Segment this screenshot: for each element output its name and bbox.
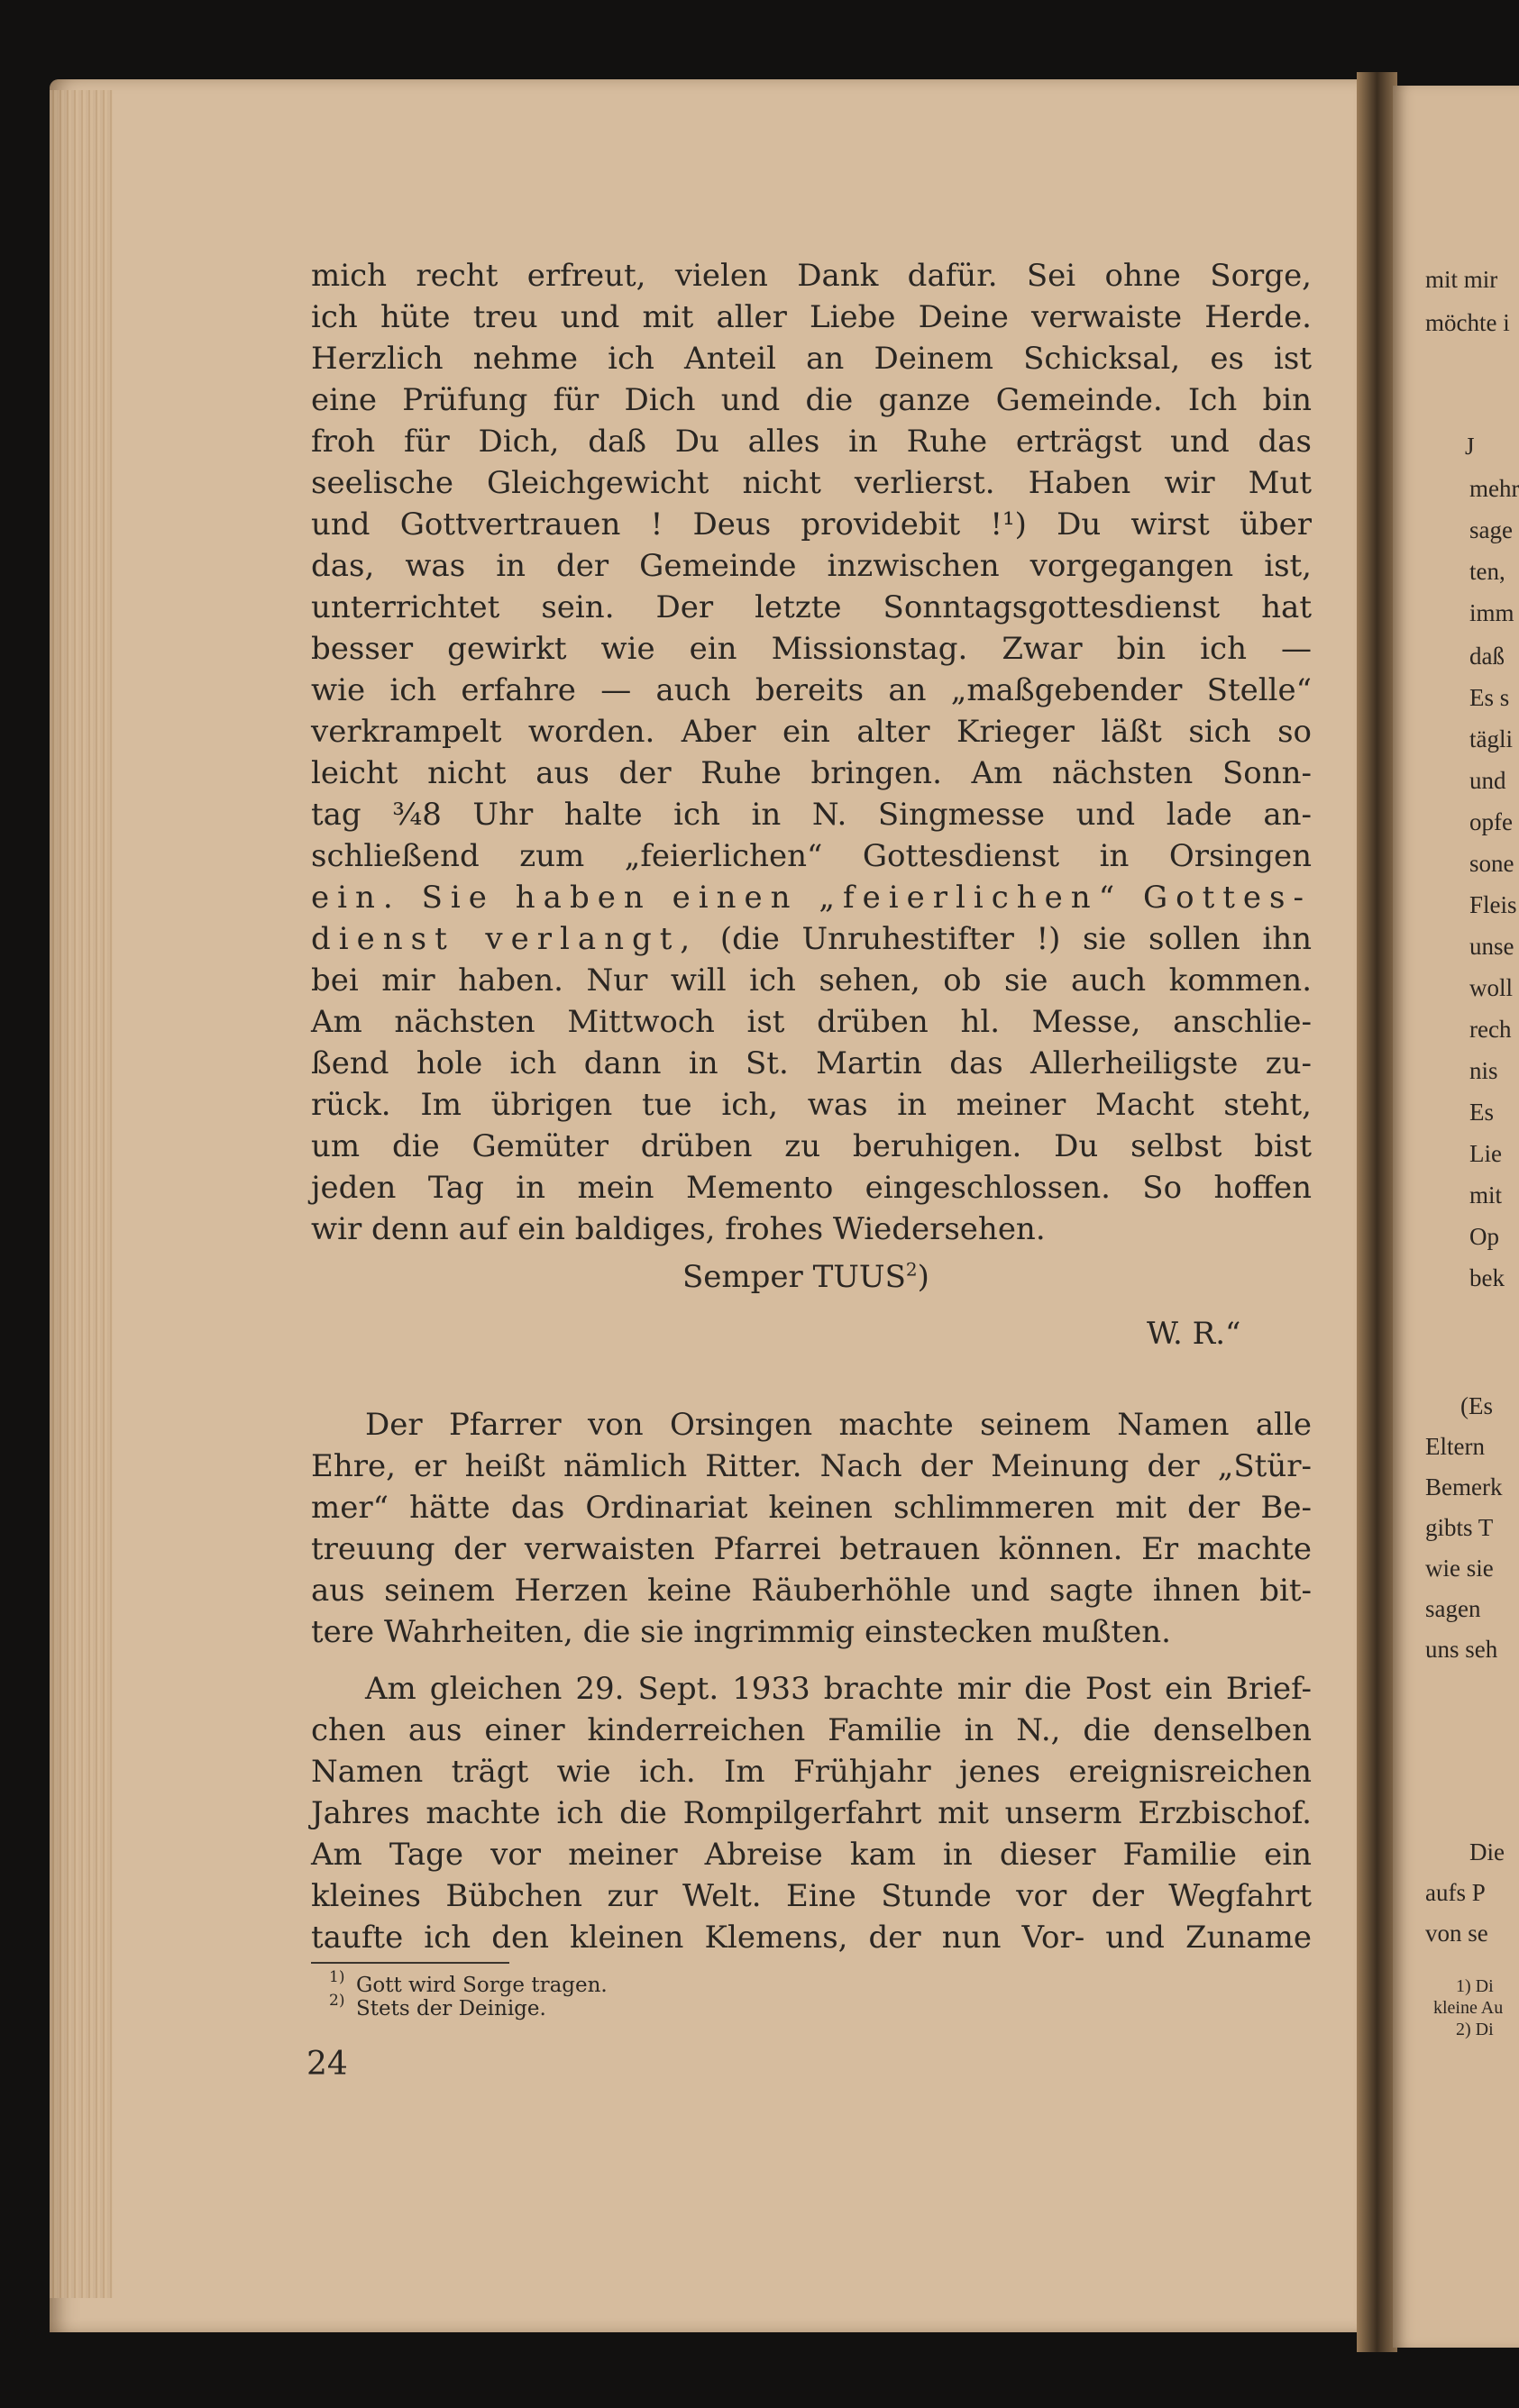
text-line: wie ich erfahre — auch bereits an „maßgebender Stelle“ <box>311 672 1312 708</box>
closing-text: Semper TUUS <box>682 1259 906 1295</box>
next-page-line: gibts T <box>1425 1514 1494 1541</box>
next-page-line: möchte i <box>1425 309 1510 336</box>
text-line: Am nächsten Mittwoch ist drüben hl. Messe, anschlie- <box>311 1004 1312 1040</box>
page-number: 24 <box>307 2046 348 2083</box>
text-line: taufte ich den kleinen Klemens, der nun Vor- und Zuname <box>311 1920 1312 1956</box>
paragraph-2 <box>311 1668 1312 1958</box>
next-page-line: tägli <box>1469 725 1513 752</box>
footnote-mark: 1) <box>329 1968 345 1986</box>
next-page-line: rech <box>1469 1016 1512 1043</box>
next-page-fragment <box>1393 86 1519 2348</box>
footnote-text: Gott wird Sorge tragen. <box>356 1974 608 1997</box>
next-page-line: imm <box>1469 599 1514 626</box>
text-line: mer“ hätte das Ordinariat keinen schlimmeren mit der Be- <box>311 1490 1312 1526</box>
next-page-line: uns seh <box>1425 1636 1498 1663</box>
next-page-line: sone <box>1469 850 1514 877</box>
next-page-line: Bemerk <box>1425 1473 1503 1500</box>
footnote-2 <box>329 1992 546 2020</box>
text-line: ßend hole ich dann in St. Martin das Allerheiligste zu- <box>311 1045 1312 1081</box>
text-line: um die Gemüter drüben zu beruhigen. Du selbst bist <box>311 1128 1312 1164</box>
next-page-line: und <box>1469 767 1506 794</box>
text-line: treuung der verwaisten Pfarrei betrauen können. Er machte <box>311 1531 1312 1567</box>
text-line: froh für Dich, daß Du alles in Ruhe erträgst und das <box>311 424 1312 460</box>
text-line: besser gewirkt wie ein Missionstag. Zwar bin ich — <box>311 631 1312 667</box>
next-page-line: mit mir <box>1425 266 1498 293</box>
next-page-line: bek <box>1469 1264 1505 1291</box>
next-page-line: Lie <box>1469 1140 1502 1167</box>
next-page-line: nis <box>1469 1057 1498 1084</box>
next-page-line: J <box>1465 433 1475 460</box>
text-line: leicht nicht aus der Ruhe bringen. Am nächsten Sonn- <box>311 755 1312 791</box>
text-line: kleines Bübchen zur Welt. Eine Stunde vor der Wegfahrt <box>311 1878 1312 1914</box>
text-line: chen aus einer kinderreichen Familie in N., die denselben <box>311 1712 1312 1748</box>
text-line: jeden Tag in mein Memento eingeschlossen. So hoffen <box>311 1170 1312 1206</box>
spaced-emphasis: dienst verlangt, <box>311 921 699 957</box>
text-line: seelische Gleichgewicht nicht verlierst. Haben wir Mut <box>311 465 1312 501</box>
next-page-line: ten, <box>1469 558 1505 585</box>
next-page-line: Die <box>1469 1838 1505 1865</box>
next-page-line: wie sie <box>1425 1555 1494 1582</box>
text-line: wir denn auf ein baldiges, frohes Wiedersehen. <box>311 1211 1046 1247</box>
book-gutter <box>1357 72 1397 2352</box>
text-line: eine Prüfung für Dich und die ganze Gemeinde. Ich bin <box>311 382 1312 418</box>
next-page-line: mit <box>1469 1181 1503 1209</box>
footnote-1 <box>329 1968 608 1997</box>
closing-paren: ) <box>917 1259 929 1295</box>
text-line: das, was in der Gemeinde inzwischen vorgegangen ist, <box>311 548 1312 584</box>
text-fragment: (die Unruhestifter !) sie sollen ihn <box>698 921 1313 957</box>
next-page-line: kleine Au <box>1433 1998 1504 2018</box>
text-line: verkrampelt worden. Aber ein alter Krieger läßt sich so <box>311 714 1312 750</box>
spaced-text-line: ein. Sie haben einen „feierlichen“ Gottes- <box>311 880 1312 916</box>
text-line: Herzlich nehme ich Anteil an Deinem Schicksal, es ist <box>311 341 1312 377</box>
text-line: bei mir haben. Nur will ich sehen, ob sie auch kommen. <box>311 962 1312 999</box>
letter-closing <box>682 1259 929 1295</box>
text-line: rück. Im übrigen tue ich, was in meiner Macht steht, <box>311 1087 1312 1123</box>
next-page-line: aufs P <box>1425 1879 1486 1906</box>
paragraph-1 <box>311 1404 1312 1653</box>
text-line: mich recht erfreut, vielen Dank dafür. Sei ohne Sorge, <box>311 258 1312 294</box>
text-line: Am gleichen 29. Sept. 1933 brachte mir die Post ein Brief- <box>365 1671 1312 1707</box>
letter-signature: W. R.“ <box>1147 1316 1241 1352</box>
next-page-line: Es <box>1469 1099 1494 1126</box>
next-page-line: 2) Di <box>1456 2020 1494 2039</box>
text-line: Namen trägt wie ich. Im Frühjahr jenes ereignisreichen <box>311 1754 1312 1790</box>
text-line: tag ¾8 Uhr halte ich in N. Singmesse und lade an- <box>311 797 1312 833</box>
text-line: tere Wahrheiten, die sie ingrimmig einstecken mußten. <box>311 1614 1171 1650</box>
text-line: Der Pfarrer von Orsingen machte seinem Namen alle <box>365 1407 1312 1443</box>
text-line: und Gottvertrauen ! Deus providebit !¹) Du wirst über <box>311 506 1312 543</box>
next-page-line: woll <box>1469 974 1514 1001</box>
text-line: Am Tage vor meiner Abreise kam in dieser Familie ein <box>311 1837 1312 1873</box>
next-page-line: 1) Di <box>1456 1976 1494 1996</box>
text-line: Jahres machte ich die Rompilgerfahrt mit unserm Erzbischof. <box>311 1795 1312 1831</box>
letter-text <box>311 255 1312 1250</box>
next-page-line: sage <box>1469 516 1513 543</box>
next-page-line: Es s <box>1469 684 1510 711</box>
footnote-mark: 2 <box>905 1258 918 1281</box>
next-page-line: opfe <box>1469 808 1513 835</box>
text-line: ich hüte treu und mit aller Liebe Deine verwaiste Herde. <box>311 299 1312 335</box>
text-line: Ehre, er heißt nämlich Ritter. Nach der Meinung der „Stür- <box>311 1448 1312 1484</box>
next-page-line: Op <box>1469 1223 1499 1250</box>
text-line: schließend zum „feierlichen“ Gottesdienst in Orsingen <box>311 838 1312 874</box>
footnote-mark: 2) <box>329 1992 345 2010</box>
next-page-line: Fleis <box>1469 891 1517 918</box>
next-page-line: unse <box>1469 933 1514 960</box>
text-line: aus seinem Herzen keine Räuberhöhle und sagte ihnen bit- <box>311 1573 1312 1609</box>
next-page-line: von se <box>1425 1920 1488 1947</box>
next-page-line: sagen <box>1425 1595 1481 1622</box>
next-page-line: (Es <box>1460 1392 1493 1419</box>
text-line <box>311 918 1312 960</box>
page-edges <box>50 90 113 2298</box>
footnote-text: Stets der Deinige. <box>356 1997 546 2020</box>
footnote-divider <box>311 1962 509 1964</box>
next-page-line: daß <box>1469 643 1505 670</box>
next-page-line: mehr <box>1469 475 1519 502</box>
text-line: unterrichtet sein. Der letzte Sonntagsgottesdienst hat <box>311 589 1312 625</box>
next-page-line: Eltern <box>1425 1433 1485 1460</box>
